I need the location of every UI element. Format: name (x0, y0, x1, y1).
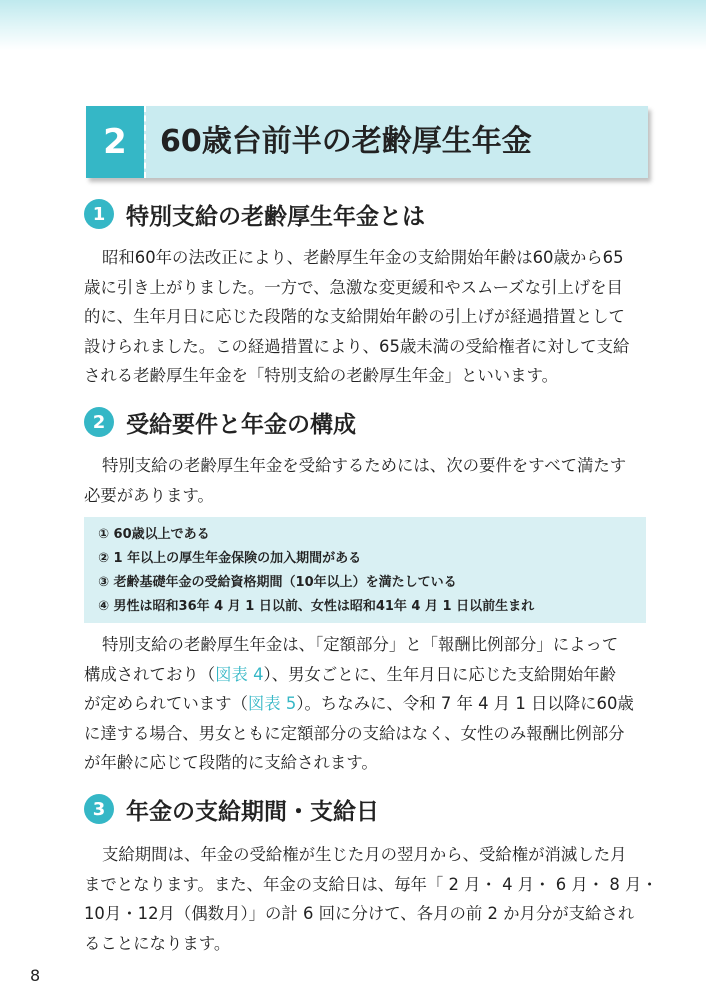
paragraph-line: に達する場合、男女ともに定額部分の支給はなく、女性のみ報酬比例部分 (84, 723, 625, 743)
paragraph-line: ることになります。 (84, 933, 231, 953)
paragraph-line: が年齢に応じて段階的に支給されます。 (84, 753, 378, 772)
page-number: 8 (30, 966, 41, 985)
top-gradient-band (0, 0, 706, 50)
section-2-body (84, 630, 646, 778)
requirements-box (84, 517, 646, 623)
section-1-heading (84, 196, 425, 232)
section-3-paragraph (84, 840, 658, 958)
requirement-item: ① 60歳以上である (98, 527, 210, 542)
text-segment: ）。ちなみに、令和 7 年 4 月 1 日以降に60歳 (296, 694, 634, 713)
section-title: 特別支給の老齢厚生年金とは (126, 203, 425, 230)
section-number-badge: 1 (84, 199, 114, 229)
paragraph-line: 10月・12月（偶数月）」の計 6 回に分けて、各月の前 2 か月分が支給され (84, 904, 635, 923)
paragraph-line: 特別支給の老齢厚生年金を受給するためには、次の要件をすべて満たす (102, 456, 627, 475)
chapter-number: 2 (86, 106, 144, 178)
paragraph-line: 歳に引き上がりました。一方で、急激な変更緩和やスムーズな引上げを目 (84, 277, 623, 297)
requirement-item: ④ 男性は昭和36年 4 月 1 日以前、女性は昭和41年 4 月 1 日以前生まれ (98, 599, 535, 614)
figure-reference-4: 図表 4 (215, 664, 264, 684)
figure-reference-5: 図表 5 (247, 694, 297, 713)
paragraph-line: 特別支給の老齢厚生年金は、「定額部分」と「報酬比例部分」によって (102, 635, 619, 654)
paragraph-line: 支給期間は、年金の受給権が生じた月の翌月から、受給権が消滅した月 (102, 845, 627, 864)
paragraph-line: 必要があります。 (84, 485, 214, 505)
text-segment: 構成されており（ (84, 664, 216, 684)
paragraph-line (84, 689, 646, 719)
paragraph-line: 昭和60年の法改正により、老齢厚生年金の支給開始年齢は60歳から65 (102, 248, 624, 267)
chapter-divider (144, 106, 146, 178)
section-number-badge: 2 (84, 407, 114, 437)
paragraph-line: される老齢厚生年金を「特別支給の老齢厚生年金」といいます。 (84, 366, 559, 385)
chapter-banner (86, 106, 648, 178)
text-segment: が定められています（ (84, 694, 248, 713)
paragraph-line (84, 660, 646, 690)
paragraph-line: までとなります。また、年金の支給日は、毎年「 2 月・ 4 月・ 6 月・ 8 月・ (84, 874, 658, 894)
section-title: 受給要件と年金の構成 (126, 411, 356, 438)
requirement-item: ② 1 年以上の厚生年金保険の加入期間がある (98, 551, 362, 566)
section-3-heading (84, 791, 379, 827)
paragraph-line: 的に、生年月日に応じた段階的な支給開始年齢の引上げが経過措置として (84, 307, 625, 326)
section-number-badge: 3 (84, 794, 114, 824)
paragraph-line: 設けられました。この経過措置により、65歳未満の受給権者に対して支給 (84, 336, 630, 356)
text-segment: ）、男女ごとに、生年月日に応じた支給開始年齢 (263, 664, 616, 684)
section-title: 年金の支給期間・支給日 (126, 798, 379, 825)
section-2-heading (84, 404, 356, 440)
requirement-item: ③ 老齢基礎年金の受給資格期間（10年以上）を満たしている (98, 575, 457, 590)
chapter-title: 60歳台前半の老齢厚生年金 (160, 124, 532, 159)
section-1-paragraph (84, 243, 646, 391)
section-2-intro (84, 451, 646, 510)
